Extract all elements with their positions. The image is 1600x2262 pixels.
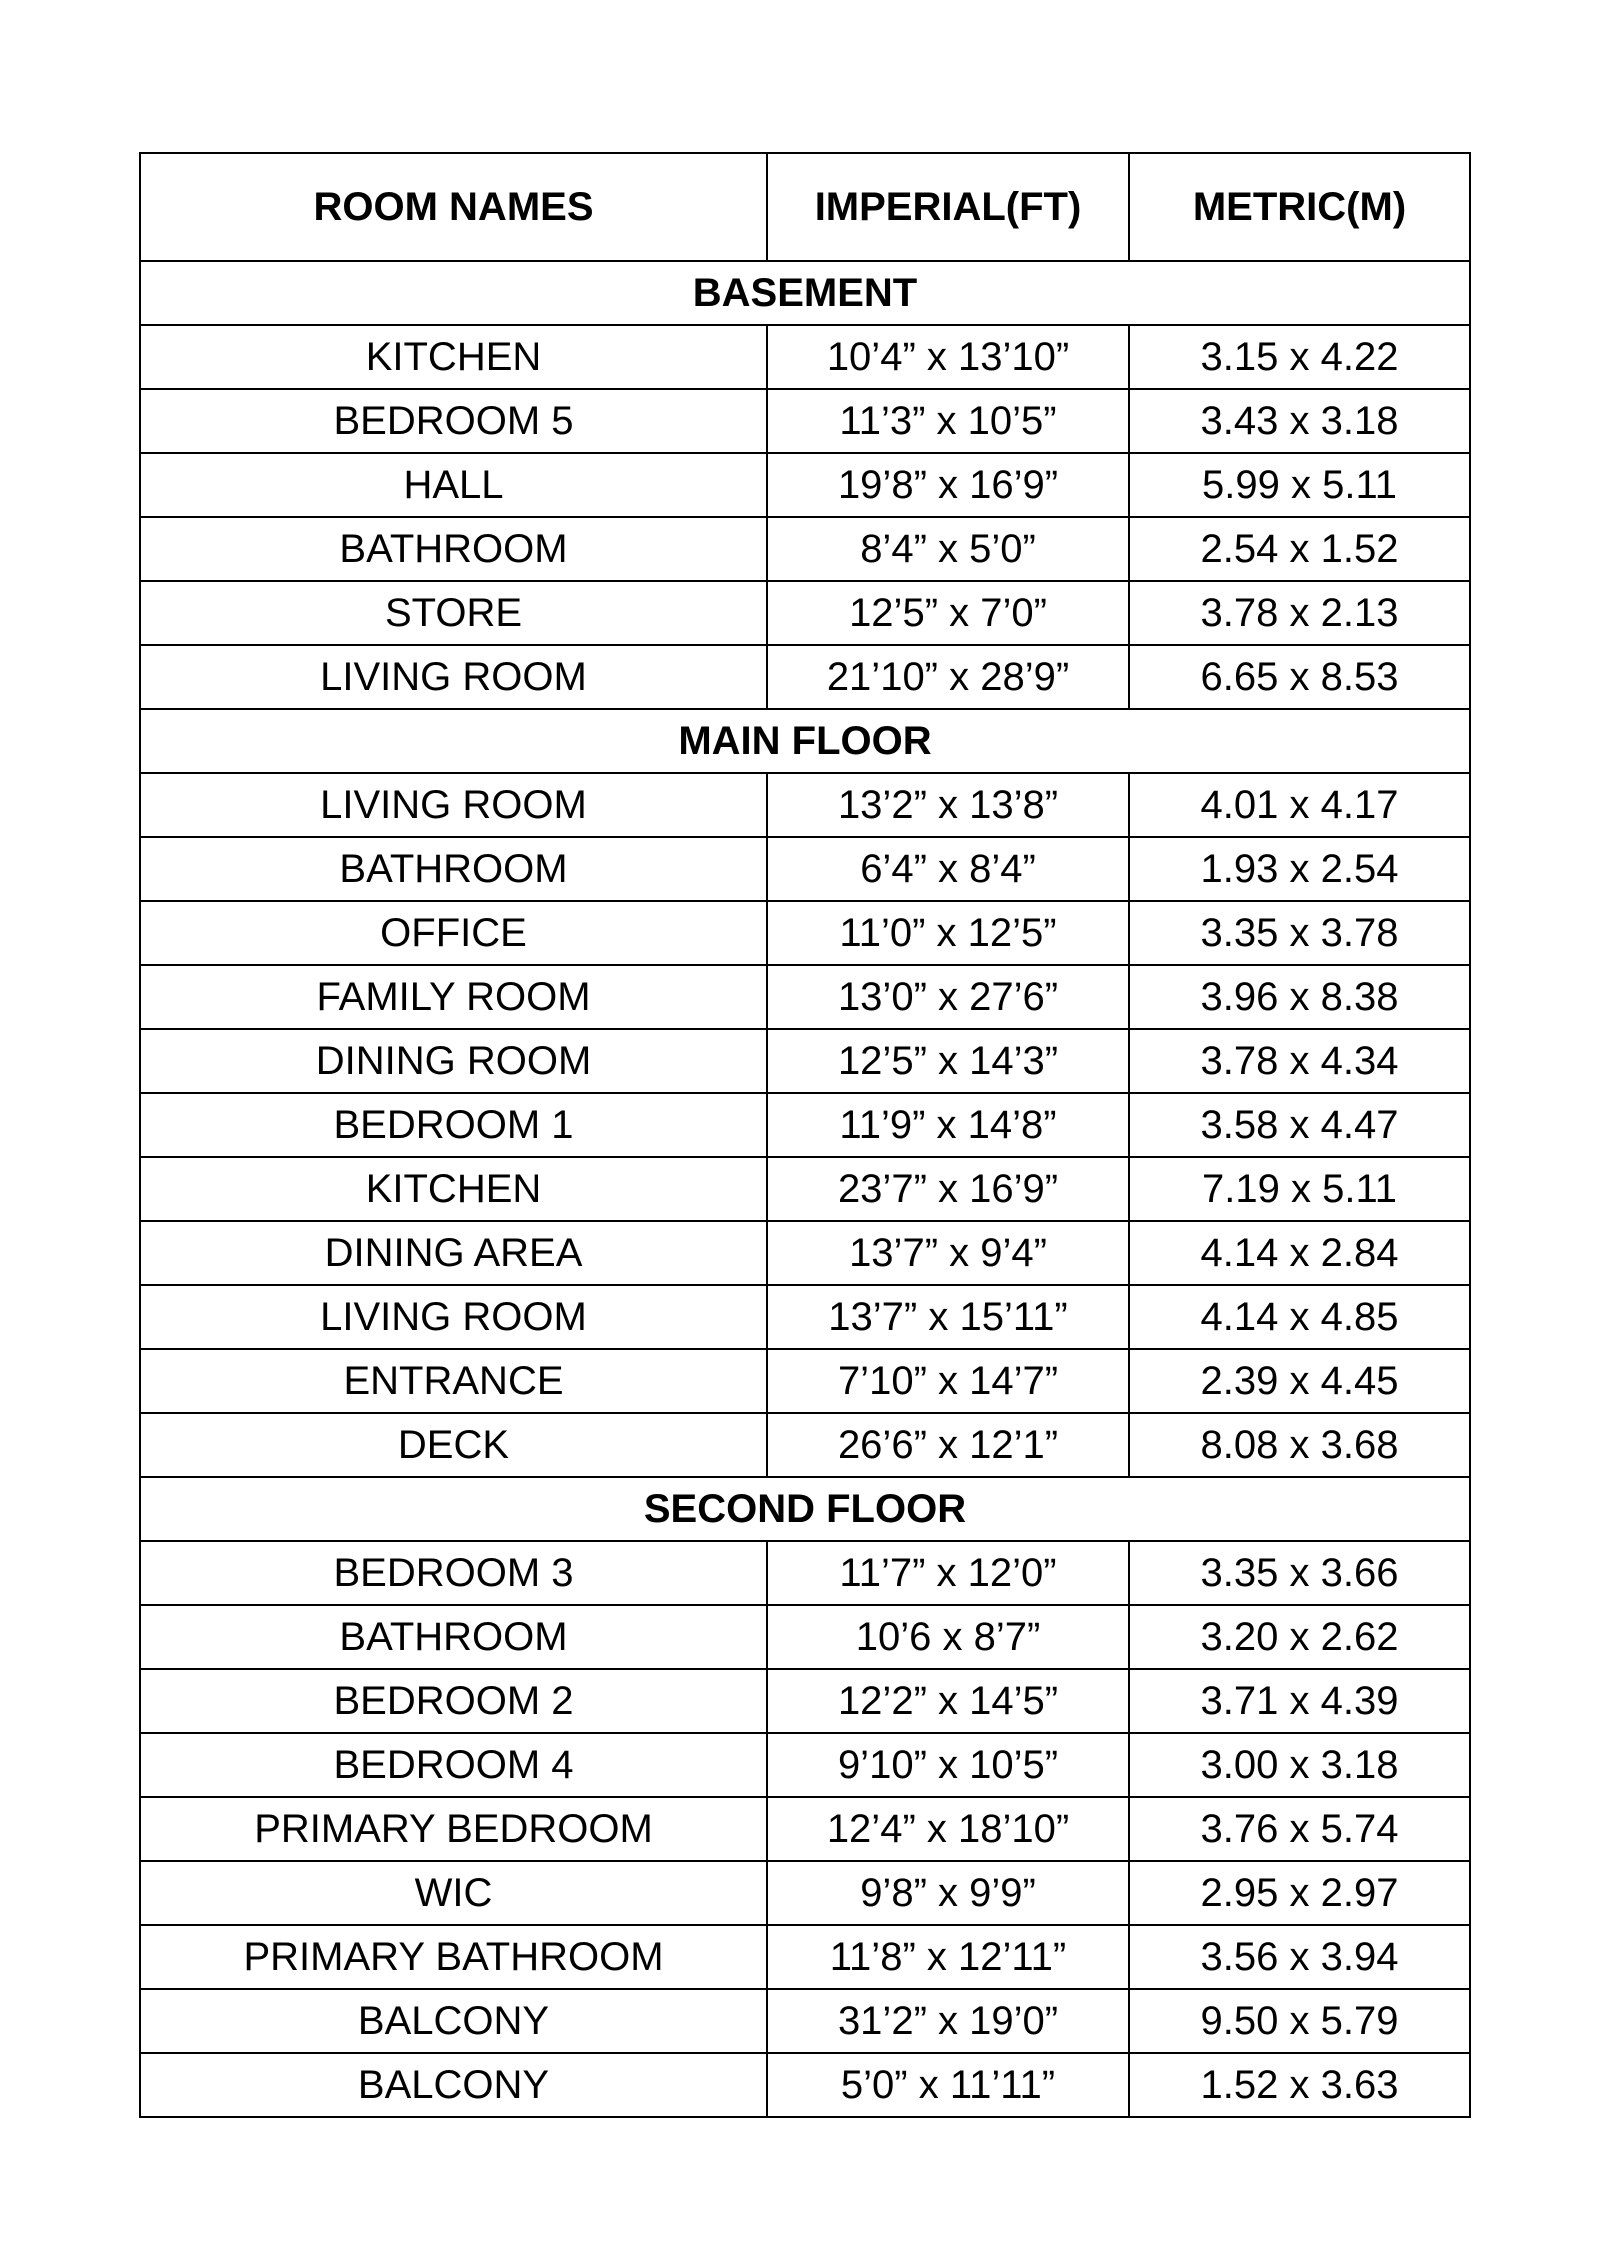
imperial-cell: 11’8” x 12’11” bbox=[767, 1925, 1129, 1989]
imperial-cell: 13’7” x 9’4” bbox=[767, 1221, 1129, 1285]
room-name-cell: BEDROOM 1 bbox=[140, 1093, 767, 1157]
metric-cell: 3.96 x 8.38 bbox=[1129, 965, 1470, 1029]
table-row bbox=[140, 1093, 1470, 1157]
imperial-cell: 10’6 x 8’7” bbox=[767, 1605, 1129, 1669]
imperial-cell: 31’2” x 19’0” bbox=[767, 1989, 1129, 2053]
section-title: MAIN FLOOR bbox=[140, 709, 1470, 773]
metric-cell: 3.58 x 4.47 bbox=[1129, 1093, 1470, 1157]
table-row bbox=[140, 1861, 1470, 1925]
room-name-cell: LIVING ROOM bbox=[140, 773, 767, 837]
room-name-cell: WIC bbox=[140, 1861, 767, 1925]
header-row bbox=[140, 153, 1470, 261]
metric-cell: 7.19 x 5.11 bbox=[1129, 1157, 1470, 1221]
imperial-cell: 9’10” x 10’5” bbox=[767, 1733, 1129, 1797]
room-name-cell: PRIMARY BATHROOM bbox=[140, 1925, 767, 1989]
table-row bbox=[140, 517, 1470, 581]
imperial-cell: 6’4” x 8’4” bbox=[767, 837, 1129, 901]
room-name-cell: DINING ROOM bbox=[140, 1029, 767, 1093]
table-row bbox=[140, 1157, 1470, 1221]
table-row bbox=[140, 773, 1470, 837]
imperial-cell: 11’0” x 12’5” bbox=[767, 901, 1129, 965]
imperial-cell: 23’7” x 16’9” bbox=[767, 1157, 1129, 1221]
room-name-cell: KITCHEN bbox=[140, 325, 767, 389]
imperial-cell: 12’5” x 14’3” bbox=[767, 1029, 1129, 1093]
imperial-cell: 8’4” x 5’0” bbox=[767, 517, 1129, 581]
room-name-cell: BATHROOM bbox=[140, 1605, 767, 1669]
metric-cell: 3.35 x 3.78 bbox=[1129, 901, 1470, 965]
metric-cell: 3.71 x 4.39 bbox=[1129, 1669, 1470, 1733]
room-name-cell: PRIMARY BEDROOM bbox=[140, 1797, 767, 1861]
metric-cell: 3.43 x 3.18 bbox=[1129, 389, 1470, 453]
table-row bbox=[140, 1989, 1470, 2053]
metric-cell: 6.65 x 8.53 bbox=[1129, 645, 1470, 709]
room-name-cell: BATHROOM bbox=[140, 517, 767, 581]
table-row bbox=[140, 1541, 1470, 1605]
room-name-cell: BALCONY bbox=[140, 2053, 767, 2117]
room-name-cell: DINING AREA bbox=[140, 1221, 767, 1285]
room-name-cell: KITCHEN bbox=[140, 1157, 767, 1221]
metric-cell: 3.20 x 2.62 bbox=[1129, 1605, 1470, 1669]
metric-cell: 9.50 x 5.79 bbox=[1129, 1989, 1470, 2053]
room-name-cell: BEDROOM 5 bbox=[140, 389, 767, 453]
imperial-cell: 11’3” x 10’5” bbox=[767, 389, 1129, 453]
section-row bbox=[140, 261, 1470, 325]
section-title: SECOND FLOOR bbox=[140, 1477, 1470, 1541]
table-row bbox=[140, 1605, 1470, 1669]
room-name-cell: STORE bbox=[140, 581, 767, 645]
table-row bbox=[140, 453, 1470, 517]
table-row bbox=[140, 965, 1470, 1029]
metric-cell: 4.14 x 2.84 bbox=[1129, 1221, 1470, 1285]
table-row bbox=[140, 901, 1470, 965]
section-title: BASEMENT bbox=[140, 261, 1470, 325]
metric-cell: 2.39 x 4.45 bbox=[1129, 1349, 1470, 1413]
table-row bbox=[140, 1221, 1470, 1285]
metric-cell: 3.15 x 4.22 bbox=[1129, 325, 1470, 389]
metric-cell: 3.00 x 3.18 bbox=[1129, 1733, 1470, 1797]
metric-cell: 1.93 x 2.54 bbox=[1129, 837, 1470, 901]
metric-cell: 1.52 x 3.63 bbox=[1129, 2053, 1470, 2117]
imperial-cell: 10’4” x 13’10” bbox=[767, 325, 1129, 389]
table-row bbox=[140, 1413, 1470, 1477]
table-row bbox=[140, 1797, 1470, 1861]
imperial-cell: 12’4” x 18’10” bbox=[767, 1797, 1129, 1861]
metric-cell: 5.99 x 5.11 bbox=[1129, 453, 1470, 517]
table-row bbox=[140, 1925, 1470, 1989]
metric-cell: 2.54 x 1.52 bbox=[1129, 517, 1470, 581]
imperial-cell: 21’10” x 28’9” bbox=[767, 645, 1129, 709]
room-dimensions-table bbox=[139, 152, 1471, 2118]
imperial-cell: 12’5” x 7’0” bbox=[767, 581, 1129, 645]
header-imperial: IMPERIAL(FT) bbox=[767, 153, 1129, 261]
metric-cell: 3.76 x 5.74 bbox=[1129, 1797, 1470, 1861]
room-name-cell: LIVING ROOM bbox=[140, 645, 767, 709]
table-row bbox=[140, 1285, 1470, 1349]
table-row bbox=[140, 325, 1470, 389]
metric-cell: 4.14 x 4.85 bbox=[1129, 1285, 1470, 1349]
imperial-cell: 11’7” x 12’0” bbox=[767, 1541, 1129, 1605]
header-room-names: ROOM NAMES bbox=[140, 153, 767, 261]
imperial-cell: 9’8” x 9’9” bbox=[767, 1861, 1129, 1925]
section-row bbox=[140, 709, 1470, 773]
room-name-cell: ENTRANCE bbox=[140, 1349, 767, 1413]
metric-cell: 3.78 x 2.13 bbox=[1129, 581, 1470, 645]
room-name-cell: HALL bbox=[140, 453, 767, 517]
metric-cell: 8.08 x 3.68 bbox=[1129, 1413, 1470, 1477]
room-name-cell: BALCONY bbox=[140, 1989, 767, 2053]
room-name-cell: LIVING ROOM bbox=[140, 1285, 767, 1349]
imperial-cell: 5’0” x 11’11” bbox=[767, 2053, 1129, 2117]
metric-cell: 4.01 x 4.17 bbox=[1129, 773, 1470, 837]
imperial-cell: 11’9” x 14’8” bbox=[767, 1093, 1129, 1157]
table-row bbox=[140, 1349, 1470, 1413]
imperial-cell: 26’6” x 12’1” bbox=[767, 1413, 1129, 1477]
table-body bbox=[140, 261, 1470, 2117]
table-row bbox=[140, 389, 1470, 453]
metric-cell: 3.56 x 3.94 bbox=[1129, 1925, 1470, 1989]
room-name-cell: BEDROOM 3 bbox=[140, 1541, 767, 1605]
imperial-cell: 13’0” x 27’6” bbox=[767, 965, 1129, 1029]
header-metric: METRIC(M) bbox=[1129, 153, 1470, 261]
imperial-cell: 19’8” x 16’9” bbox=[767, 453, 1129, 517]
section-row bbox=[140, 1477, 1470, 1541]
imperial-cell: 13’2” x 13’8” bbox=[767, 773, 1129, 837]
room-name-cell: DECK bbox=[140, 1413, 767, 1477]
table-row bbox=[140, 2053, 1470, 2117]
room-name-cell: BATHROOM bbox=[140, 837, 767, 901]
table-row bbox=[140, 1733, 1470, 1797]
room-name-cell: OFFICE bbox=[140, 901, 767, 965]
imperial-cell: 12’2” x 14’5” bbox=[767, 1669, 1129, 1733]
table-row bbox=[140, 1029, 1470, 1093]
imperial-cell: 13’7” x 15’11” bbox=[767, 1285, 1129, 1349]
imperial-cell: 7’10” x 14’7” bbox=[767, 1349, 1129, 1413]
room-name-cell: BEDROOM 2 bbox=[140, 1669, 767, 1733]
metric-cell: 3.78 x 4.34 bbox=[1129, 1029, 1470, 1093]
room-name-cell: BEDROOM 4 bbox=[140, 1733, 767, 1797]
room-name-cell: FAMILY ROOM bbox=[140, 965, 767, 1029]
metric-cell: 3.35 x 3.66 bbox=[1129, 1541, 1470, 1605]
table-row bbox=[140, 837, 1470, 901]
metric-cell: 2.95 x 2.97 bbox=[1129, 1861, 1470, 1925]
table-row bbox=[140, 581, 1470, 645]
table-row bbox=[140, 645, 1470, 709]
table-row bbox=[140, 1669, 1470, 1733]
